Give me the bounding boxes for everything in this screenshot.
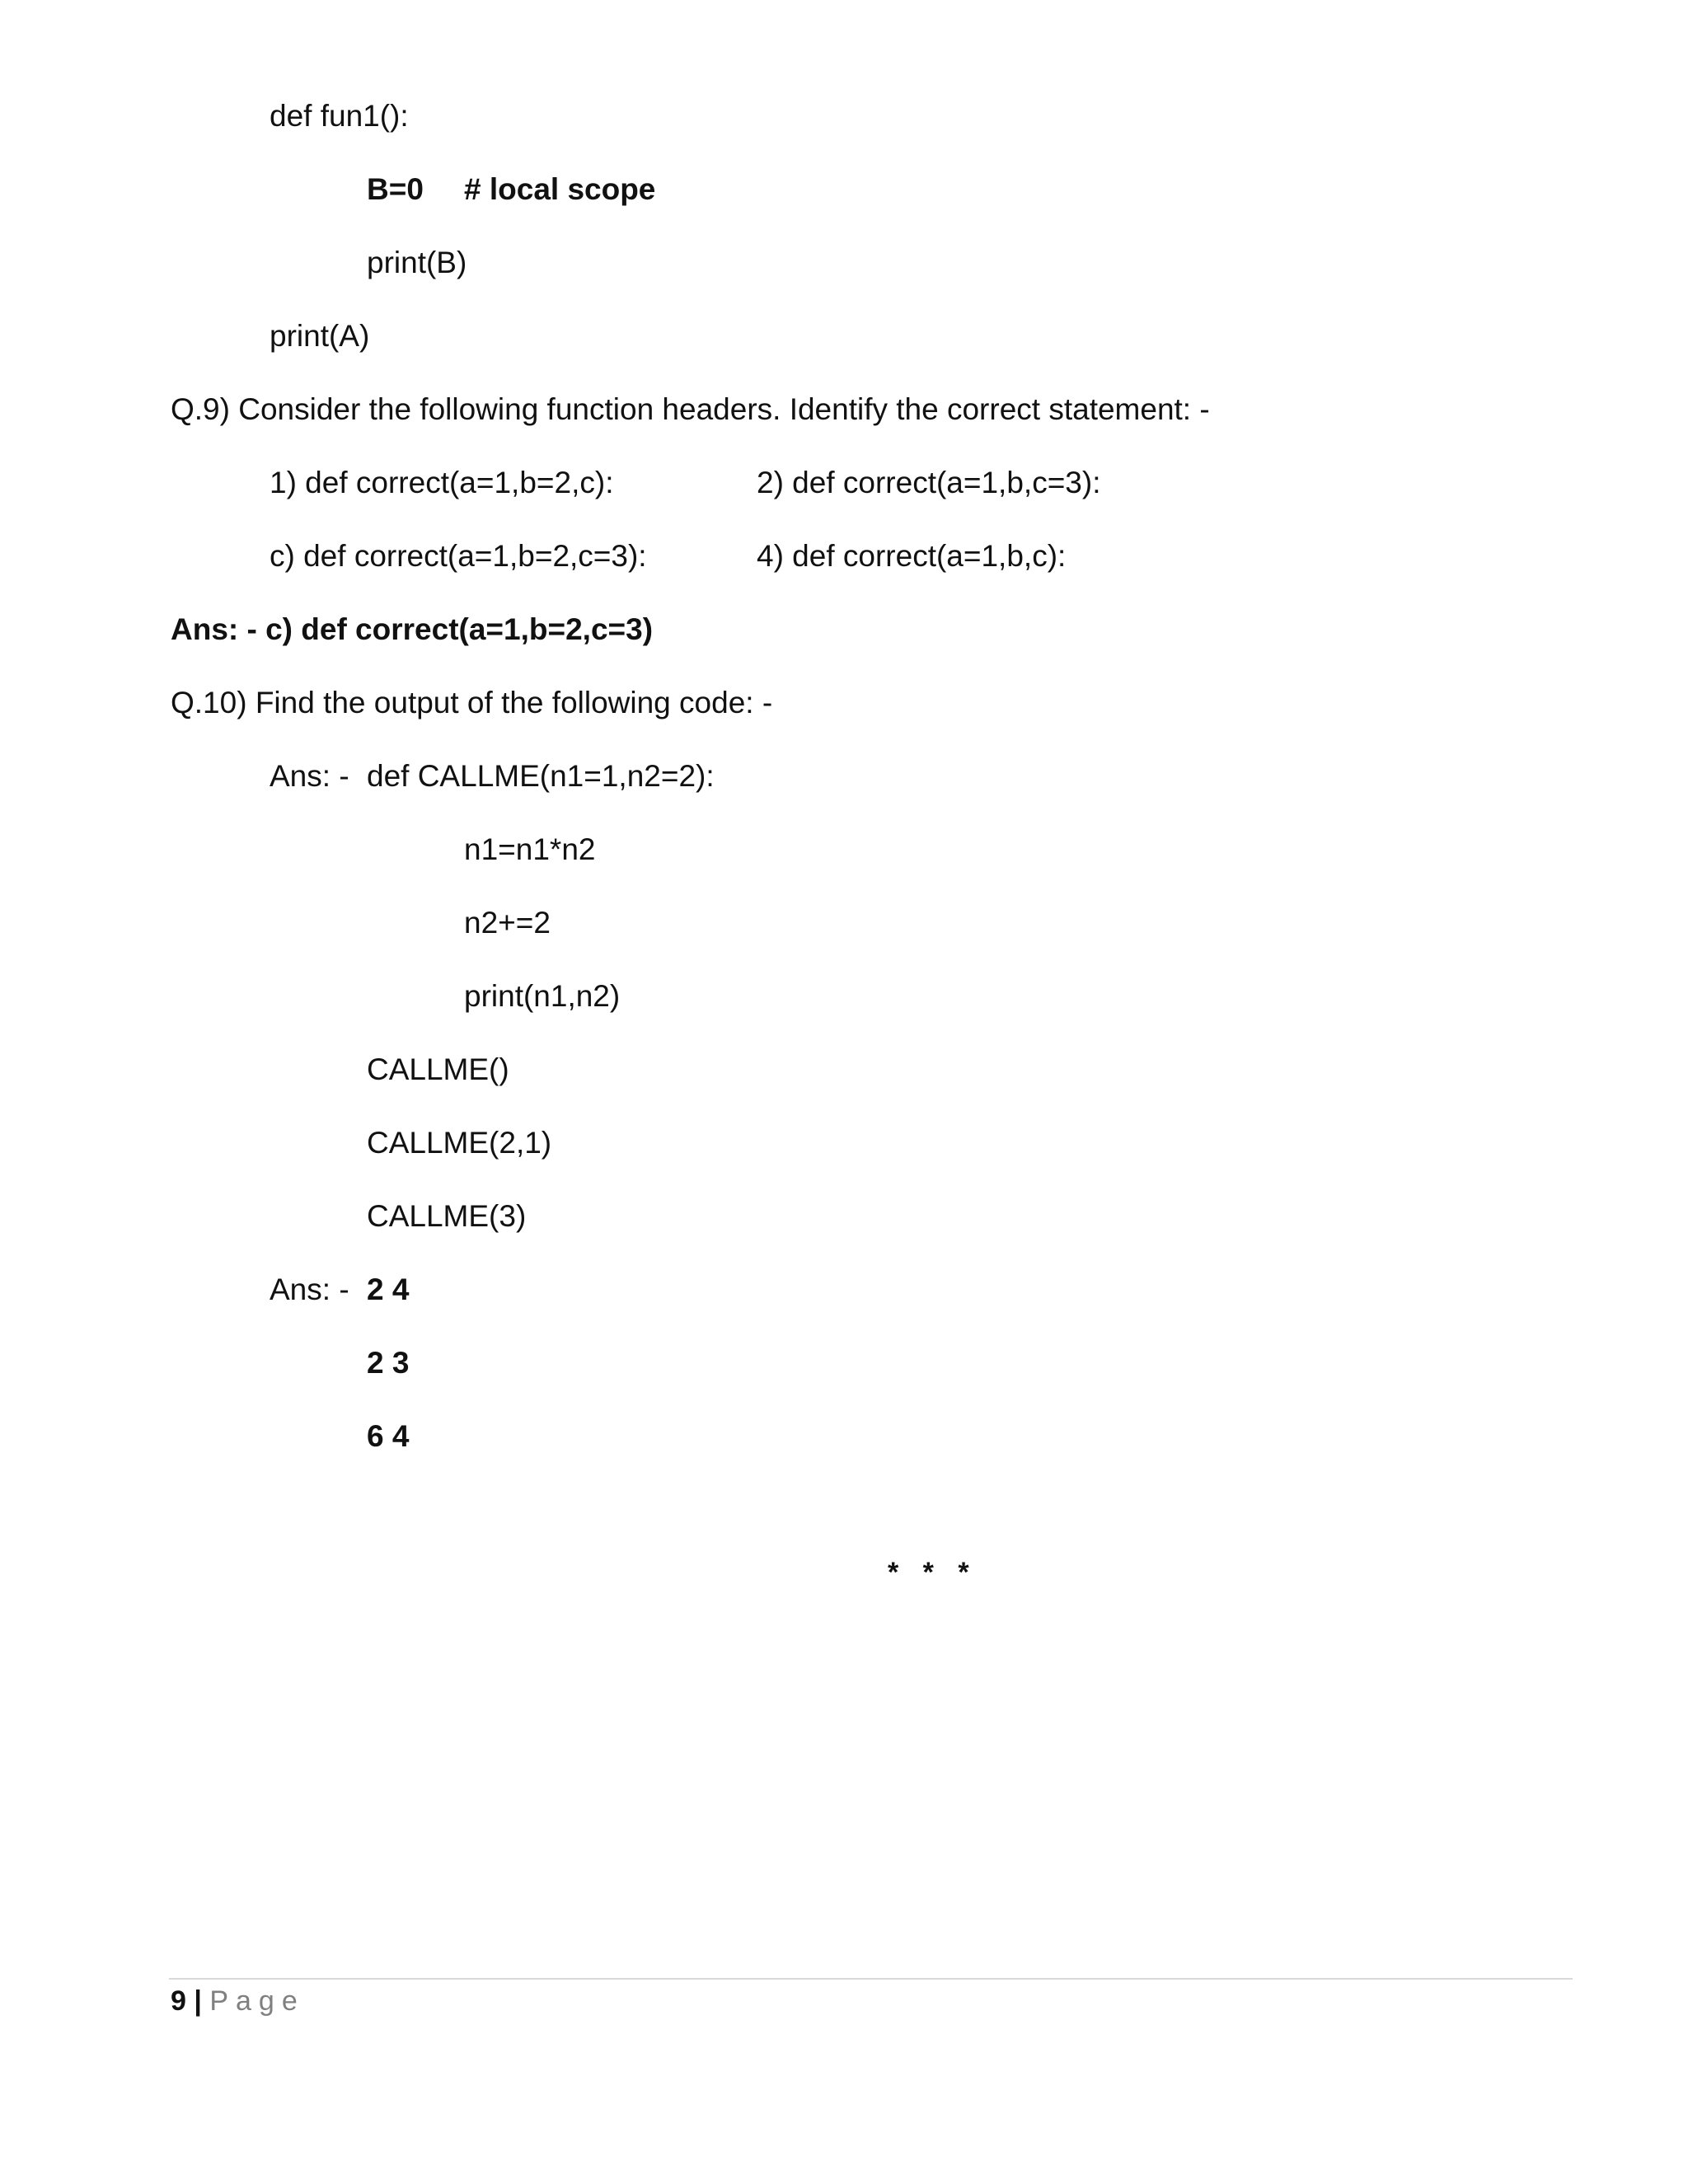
q10-output-line: 6 4 [367,1419,410,1453]
q9-option-4: 4) def correct(a=1,b,c): [757,539,1067,573]
q9-option-3: c) def correct(a=1,b=2,c=3): [270,539,647,573]
footer-rule [169,1978,1573,1980]
code-b-assign: B=0 [367,172,424,206]
q10-code-line: n1=n1*n2 [464,832,596,866]
code-print-b: print(B) [367,246,467,279]
section-separator: * * * [888,1557,978,1588]
q10-code-line: print(n1,n2) [464,979,621,1013]
q9-question: Q.9) Consider the following function headers. Identify the correct statement: - [171,392,1210,426]
page-footer [171,1982,305,2020]
q10-output-line: 2 4 [367,1272,410,1306]
code-print-a: print(A) [270,319,370,353]
code-comment: # local scope [464,172,656,206]
q10-ans-prefix: Ans: - [270,759,349,793]
page-label: Page [209,1985,305,2017]
q10-output-prefix: Ans: - [270,1272,349,1306]
q10-code-line: n2+=2 [464,906,551,940]
page-number: 9 [171,1985,186,2017]
q10-code-line: def CALLME(n1=1,n2=2): [367,759,715,793]
q10-code-line: CALLME(2,1) [367,1126,552,1160]
footer-separator: | [194,1985,202,2017]
q9-option-1: 1) def correct(a=1,b=2,c): [270,466,614,499]
q10-code-line: CALLME() [367,1052,509,1086]
code-def-fun1: def fun1(): [270,99,409,133]
q10-code-line: CALLME(3) [367,1199,527,1233]
q10-output-line: 2 3 [367,1346,410,1380]
q10-question: Q.10) Find the output of the following code: - [171,686,773,719]
q9-answer: Ans: - c) def correct(a=1,b=2,c=3) [171,612,654,646]
q9-option-2: 2) def correct(a=1,b,c=3): [757,466,1101,499]
